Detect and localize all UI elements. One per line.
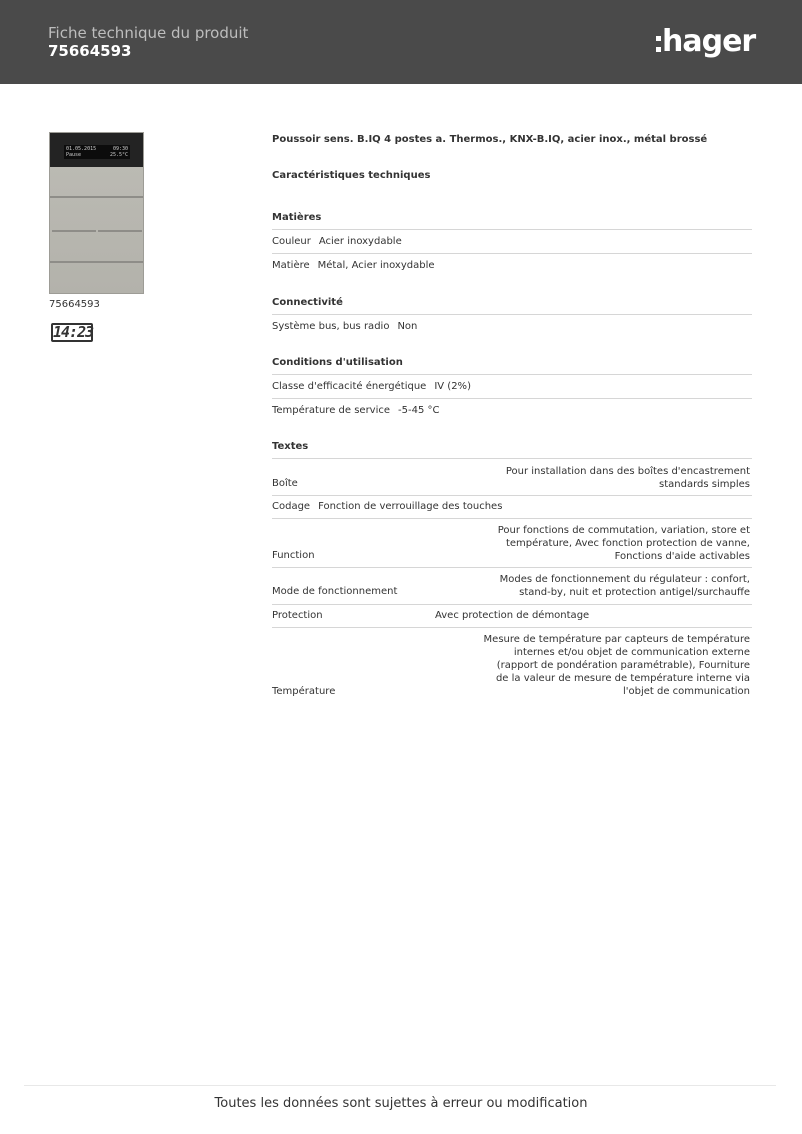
hager-logo xyxy=(656,22,756,62)
rocker-divider xyxy=(98,230,142,232)
spec-row-couleur xyxy=(272,229,752,253)
spec-value: Modes de fonctionnement du régulateur : confort, stand-by, nuit et protection antigel/surchauffe xyxy=(499,574,750,598)
section-title-textes: Textes xyxy=(272,441,309,452)
display-label: Pause xyxy=(66,152,82,158)
rocker-divider xyxy=(50,261,143,263)
clock-display-icon: 14:23 xyxy=(53,323,94,341)
spec-row-function xyxy=(272,518,752,567)
spec-row-matiere xyxy=(272,253,752,277)
footer-disclaimer: Toutes les données sont sujettes à erreur ou modification xyxy=(214,1096,588,1111)
spec-row-protection xyxy=(272,604,752,627)
spec-value: Métal, Acier inoxydable xyxy=(317,260,435,271)
spec-row-classe-efficacite xyxy=(272,374,752,398)
spec-label: Boîte xyxy=(272,478,298,489)
section-subtitle: Caractéristiques techniques xyxy=(272,170,431,181)
spec-value: Mesure de température par capteurs de température internes et/ou objet de communication externe (rapport de pondération paramétrable), Fourniture de la valeur de mesure de température interne via l'objet de communication xyxy=(483,634,750,697)
spec-row-temperature-service xyxy=(272,398,752,422)
spec-label: Couleur xyxy=(272,236,311,247)
spec-label: Function xyxy=(272,550,315,561)
spec-label: Température de service xyxy=(272,405,391,416)
section-title-matieres: Matières xyxy=(272,212,322,223)
spec-value: Avec protection de démontage xyxy=(435,610,590,621)
display-temperature: 25.5°C xyxy=(109,152,128,158)
spec-value: -5-45 °C xyxy=(398,405,440,416)
product-display-screen xyxy=(64,145,130,159)
spec-value: Acier inoxydable xyxy=(318,236,402,247)
spec-label: Codage xyxy=(272,501,311,512)
product-display xyxy=(50,133,143,167)
logo-wordmark: hager xyxy=(662,24,756,59)
spec-value: IV (2%) xyxy=(434,381,471,392)
spec-label: Classe d'efficacité énergétique xyxy=(272,381,427,392)
product-image xyxy=(49,132,144,294)
section-title-connectivite: Connectivité xyxy=(272,297,343,308)
spec-label: Mode de fonctionnement xyxy=(272,586,398,597)
document-reference: 75664593 xyxy=(48,42,132,60)
spec-value: Non xyxy=(397,321,418,332)
spec-label: Température xyxy=(272,686,336,697)
product-reference: 75664593 xyxy=(49,299,100,310)
spec-value: Pour fonctions de commutation, variation, store et température, Avec fonction protection de vanne, Fonctions d'aide activables xyxy=(497,525,750,562)
spec-row-mode-fonctionnement xyxy=(272,567,752,604)
section-title-conditions: Conditions d'utilisation xyxy=(272,357,403,368)
footer-divider xyxy=(24,1085,776,1086)
spec-value: Pour installation dans des boîtes d'encastrement standards simples xyxy=(505,466,750,490)
display-date: 01.05.2015 xyxy=(66,146,97,152)
spec-row-systeme-bus xyxy=(272,314,752,338)
display-time: 09:30 xyxy=(112,146,128,152)
spec-row-boite xyxy=(272,458,752,495)
product-title: Poussoir sens. B.IQ 4 postes a. Thermos., KNX-B.IQ, acier inox., métal brossé xyxy=(272,134,708,145)
spec-label: Système bus, bus radio xyxy=(272,321,390,332)
rocker-divider xyxy=(52,230,96,232)
page-header xyxy=(0,0,802,84)
spec-label: Protection xyxy=(272,610,323,621)
spec-row-codage xyxy=(272,495,752,518)
rocker-divider xyxy=(50,196,143,198)
spec-label: Matière xyxy=(272,260,310,271)
spec-value: Fonction de verrouillage des touches xyxy=(318,501,503,512)
document-type: Fiche technique du produit xyxy=(48,24,249,42)
spec-row-temperature xyxy=(272,627,752,701)
